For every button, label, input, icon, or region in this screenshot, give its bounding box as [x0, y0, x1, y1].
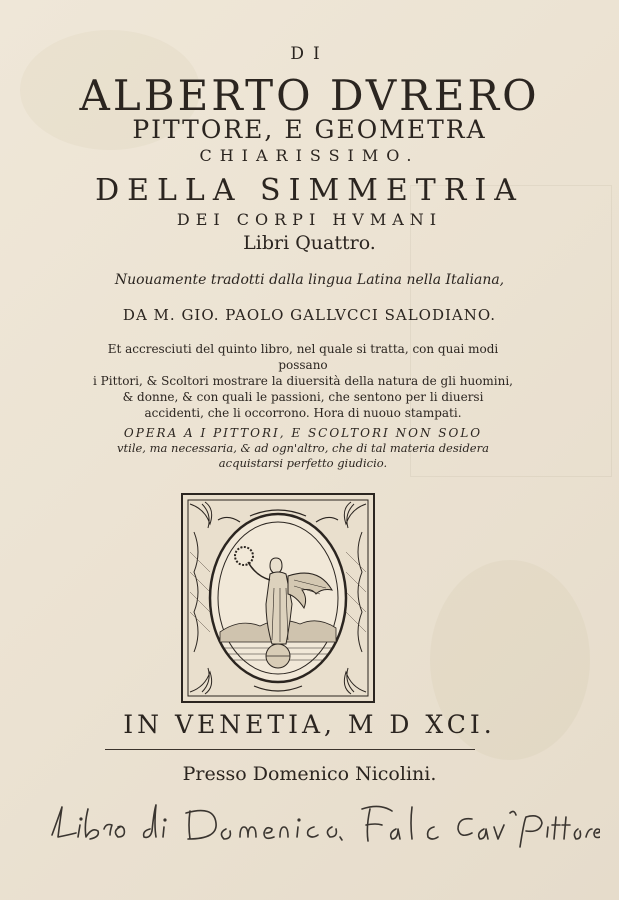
translator: DA M. GIO. PAOLO GALLVCCI SALODIANO. — [122, 306, 497, 324]
dedication-line: OPERA A I PITTORI, E SCOLTORI NON SOLO — [123, 426, 483, 440]
description-line: & donne, & con quali le passioni, che sentono per li diuersi — [122, 390, 484, 404]
translation-note: Nuouamente tradotti dalla lingua Latina nella Italiana, — [114, 272, 505, 288]
author-epithet: CHIARISSIMO. — [199, 146, 420, 165]
work-title: DELLA SIMMETRIA — [95, 173, 524, 208]
printer-device-winged-victory-icon — [180, 492, 376, 704]
author-name: ALBERTO DVRERO — [79, 71, 540, 120]
author-role: PITTORE, E GEOMETRA — [132, 115, 487, 144]
description-paragraph — [93, 341, 513, 421]
title-di: DI — [290, 44, 329, 64]
handwritten-inscription — [40, 795, 600, 875]
description-line: i Pittori, & Scoltori mostrare la diuersità della natura de gli huomini, — [93, 374, 513, 388]
imprint-place-date: IN VENETIA, M D XCI. — [123, 710, 496, 739]
printer-name: Presso Domenico Nicolini. — [182, 763, 437, 785]
work-subtitle: DEI CORPI HVMANI — [176, 210, 443, 229]
dedication-line: acquistarsi perfetto giudicio. — [218, 456, 388, 470]
description-line: accidenti, che li occorrono. Hora di nuouo stampati. — [144, 406, 462, 420]
books-count: Libri Quattro. — [243, 232, 376, 254]
description-line: Et accresciuti del quinto libro, nel quale si tratta, con quai modi possano — [107, 342, 499, 372]
divider-rule — [105, 749, 475, 750]
dedication-paragraph — [93, 426, 513, 471]
dedication-line: vtile, ma necessaria, & ad ogn'altro, che di tal materia desidera — [117, 441, 489, 455]
